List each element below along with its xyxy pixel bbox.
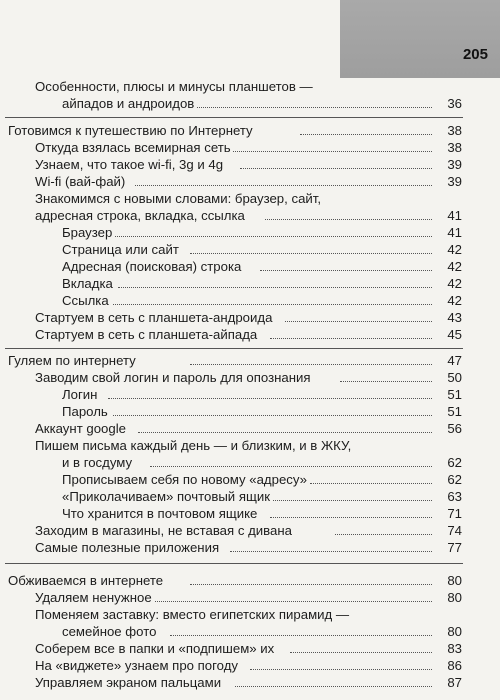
toc-entry-page: 50 bbox=[447, 370, 462, 385]
toc-entry[interactable] bbox=[0, 173, 500, 191]
toc-entry-page: 41 bbox=[447, 225, 462, 240]
dot-leader bbox=[310, 483, 432, 484]
toc-entry-title: Браузер bbox=[62, 225, 113, 240]
dot-leader bbox=[285, 321, 432, 322]
toc-entry[interactable] bbox=[0, 471, 500, 489]
toc-entry-page: 71 bbox=[447, 506, 462, 521]
toc-entry-title: Прописываем себя по новому «адресу» bbox=[62, 472, 307, 487]
toc-entry-title: Удаляем ненужное bbox=[35, 590, 152, 605]
dot-leader bbox=[230, 151, 432, 152]
toc-entry-page: 80 bbox=[447, 573, 462, 588]
toc-entry-page: 80 bbox=[447, 590, 462, 605]
dot-leader bbox=[260, 270, 432, 271]
toc-entry-page: 51 bbox=[447, 404, 462, 419]
dot-leader bbox=[110, 236, 432, 237]
toc-entry-title: Особенности, плюсы и минусы планшетов — bbox=[35, 79, 313, 94]
toc-entry-title: Что хранится в почтовом ящике bbox=[62, 506, 258, 521]
page-number: 205 bbox=[462, 46, 488, 63]
dot-leader bbox=[240, 168, 432, 169]
toc-entry-page: 38 bbox=[447, 140, 462, 155]
toc-entry-title: Вкладка bbox=[62, 276, 113, 291]
toc-entry-page: 39 bbox=[447, 157, 462, 172]
toc-entry[interactable] bbox=[0, 437, 500, 455]
toc-entry-page: 62 bbox=[447, 455, 462, 470]
toc-entry[interactable] bbox=[0, 454, 500, 472]
toc-entry-title: Аккаунт google bbox=[35, 421, 126, 436]
toc-entry-page: 36 bbox=[447, 96, 462, 111]
toc-entry-title: Пишем письма каждый день — и близким, и в ЖКУ, bbox=[35, 438, 352, 453]
dot-leader bbox=[270, 517, 432, 518]
toc-entry[interactable] bbox=[0, 207, 500, 225]
toc-entry-title: айпадов и андроидов bbox=[62, 96, 195, 111]
dot-leader bbox=[230, 551, 432, 552]
toc-entry-title: Самые полезные приложения bbox=[35, 540, 220, 555]
toc-entry[interactable] bbox=[0, 488, 500, 506]
dot-leader bbox=[155, 601, 432, 602]
toc-entry-title: Готовимся к путешествию по Интернету bbox=[8, 123, 253, 138]
toc-entry-title: Пароль bbox=[62, 404, 108, 419]
toc-entry[interactable] bbox=[0, 309, 500, 327]
toc-entry-page: 51 bbox=[447, 387, 462, 402]
toc-entry[interactable] bbox=[0, 589, 500, 607]
dot-leader bbox=[180, 107, 432, 108]
dot-leader bbox=[300, 134, 432, 135]
toc-section[interactable] bbox=[0, 352, 500, 370]
section-divider bbox=[5, 117, 463, 118]
toc-entry[interactable] bbox=[0, 606, 500, 624]
toc-entry-title: Адресная (поисковая) строка bbox=[62, 259, 242, 274]
toc-entry[interactable] bbox=[0, 403, 500, 421]
section-divider bbox=[5, 348, 463, 349]
toc-entry[interactable] bbox=[0, 326, 500, 344]
toc-entry-page: 45 bbox=[447, 327, 462, 342]
toc-entry-page: 42 bbox=[447, 276, 462, 291]
toc-entry-page: 62 bbox=[447, 472, 462, 487]
toc-entry-title: Страница или сайт bbox=[62, 242, 179, 257]
toc-entry[interactable] bbox=[0, 258, 500, 276]
toc-entry-page: 63 bbox=[447, 489, 462, 504]
toc-entry-page: 87 bbox=[447, 675, 462, 690]
toc-entry[interactable] bbox=[0, 78, 500, 96]
dot-leader bbox=[270, 338, 432, 339]
toc-entry-page: 42 bbox=[447, 259, 462, 274]
toc-entry-title: На «виджете» узнаем про погоду bbox=[35, 658, 238, 673]
toc-entry[interactable] bbox=[0, 224, 500, 242]
dot-leader bbox=[250, 669, 432, 670]
toc-entry-page: 38 bbox=[447, 123, 462, 138]
toc-entry-page: 39 bbox=[447, 174, 462, 189]
dot-leader bbox=[335, 534, 432, 535]
toc-entry-page: 74 bbox=[447, 523, 462, 538]
toc-entry-title: Стартуем в сеть с планшета-айпада bbox=[35, 327, 258, 342]
toc-entry-page: 47 bbox=[447, 353, 462, 368]
toc-entry-title: «Приколачиваем» почтовый ящик bbox=[62, 489, 270, 504]
dot-leader bbox=[235, 686, 432, 687]
toc-entry-page: 86 bbox=[447, 658, 462, 673]
toc-entry[interactable] bbox=[0, 674, 500, 692]
dot-leader bbox=[190, 253, 432, 254]
dot-leader bbox=[340, 381, 432, 382]
toc-entry[interactable] bbox=[0, 95, 500, 113]
toc-entry-title: адресная строка, вкладка, ссылка bbox=[35, 208, 245, 223]
toc-entry[interactable] bbox=[0, 156, 500, 174]
toc-entry-page: 42 bbox=[447, 293, 462, 308]
dot-leader bbox=[135, 185, 432, 186]
toc-entry[interactable] bbox=[0, 386, 500, 404]
toc-entry-title: семейное фото bbox=[62, 624, 157, 639]
toc-entry[interactable] bbox=[0, 640, 500, 658]
toc-entry-title: Поменяем заставку: вместо египетских пирамид — bbox=[35, 607, 350, 622]
toc-entry[interactable] bbox=[0, 522, 500, 540]
dot-leader bbox=[108, 398, 432, 399]
dot-leader bbox=[265, 219, 432, 220]
toc-entry[interactable] bbox=[0, 420, 500, 438]
toc-entry-title: Wi-fi (вай-фай) bbox=[35, 174, 126, 189]
toc-entry-title: Управляем экраном пальцами bbox=[35, 675, 222, 690]
toc-entry-title: Обживаемся в интернете bbox=[8, 573, 164, 588]
dot-leader bbox=[290, 652, 432, 653]
toc-entry-title: Откуда взялась всемирная сеть bbox=[35, 140, 231, 155]
toc-section[interactable] bbox=[0, 122, 500, 140]
toc-entry[interactable] bbox=[0, 657, 500, 675]
dot-leader bbox=[113, 304, 432, 305]
toc-entry-title: Логин bbox=[62, 387, 98, 402]
dot-leader bbox=[118, 287, 432, 288]
toc-entry-page: 42 bbox=[447, 242, 462, 257]
toc-entry-page: 56 bbox=[447, 421, 462, 436]
toc-entry-title: Заходим в магазины, не вставая с дивана bbox=[35, 523, 292, 538]
dot-leader bbox=[190, 584, 432, 585]
toc-entry[interactable] bbox=[0, 190, 500, 208]
section-divider bbox=[5, 563, 463, 564]
toc-entry-page: 41 bbox=[447, 208, 462, 223]
dot-leader bbox=[270, 500, 432, 501]
toc-entry-title: Стартуем в сеть с планшета-андроида bbox=[35, 310, 273, 325]
toc-entry-title: Гуляем по интернету bbox=[8, 353, 136, 368]
toc-entry[interactable] bbox=[0, 241, 500, 259]
dot-leader bbox=[170, 635, 432, 636]
toc-entry-title: Узнаем, что такое wi-fi, 3g и 4g bbox=[35, 157, 224, 172]
toc-entry[interactable] bbox=[0, 139, 500, 157]
toc-entry[interactable] bbox=[0, 505, 500, 523]
dot-leader bbox=[113, 415, 432, 416]
toc-entry[interactable] bbox=[0, 292, 500, 310]
toc-entry-page: 83 bbox=[447, 641, 462, 656]
dot-leader bbox=[138, 432, 432, 433]
dot-leader bbox=[150, 466, 432, 467]
toc-entry[interactable] bbox=[0, 539, 500, 557]
toc-entry-title: и в госдуму bbox=[62, 455, 133, 470]
toc-entry[interactable] bbox=[0, 275, 500, 293]
toc-entry[interactable] bbox=[0, 623, 500, 641]
toc-entry-title: Заводим свой логин и пароль для опознания bbox=[35, 370, 311, 385]
dot-leader bbox=[190, 364, 432, 365]
toc-section[interactable] bbox=[0, 572, 500, 590]
toc-entry-page: 43 bbox=[447, 310, 462, 325]
toc-entry-title: Ссылка bbox=[62, 293, 109, 308]
toc-entry-title: Соберем все в папки и «подпишем» их bbox=[35, 641, 275, 656]
toc-entry-title: Знакомимся с новыми словами: браузер, сайт, bbox=[35, 191, 322, 206]
toc-entry-page: 80 bbox=[447, 624, 462, 639]
toc-entry-page: 77 bbox=[447, 540, 462, 555]
toc-entry[interactable] bbox=[0, 369, 500, 387]
